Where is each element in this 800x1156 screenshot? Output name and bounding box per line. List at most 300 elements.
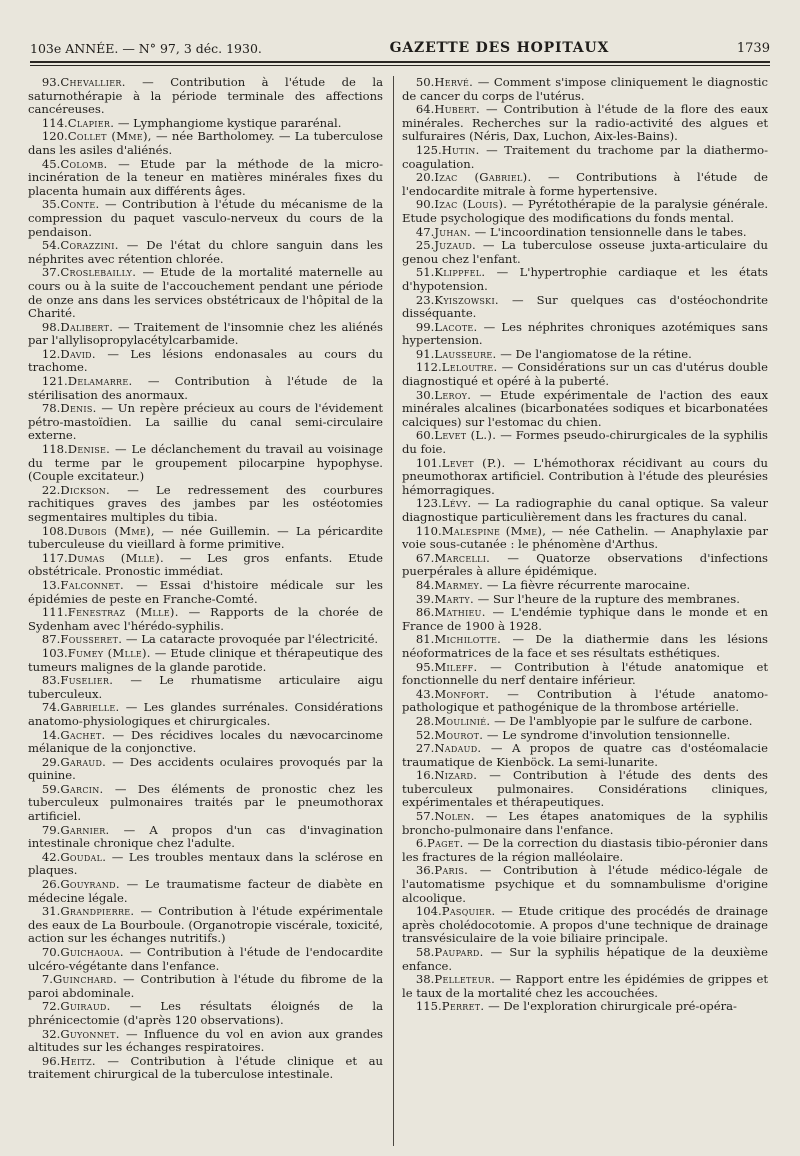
thesis-entry bbox=[402, 661, 768, 688]
entry-separator: — bbox=[495, 904, 519, 919]
thesis-entry bbox=[402, 497, 768, 524]
thesis-entry bbox=[28, 402, 383, 443]
author-name: Klippfel. bbox=[434, 265, 486, 280]
entry-number: 93. bbox=[41, 76, 61, 89]
thesis-title: Traitement du trachome par la diathermo-coagulation. bbox=[402, 142, 768, 171]
entry-separator: — bbox=[477, 319, 502, 334]
thesis-entry bbox=[402, 633, 768, 660]
author-name: Juzaud. bbox=[434, 238, 477, 253]
thesis-entry bbox=[402, 552, 768, 579]
author-name: Dubois (Mme), bbox=[67, 523, 155, 538]
entry-number: 86. bbox=[415, 605, 435, 620]
thesis-entry bbox=[28, 552, 383, 579]
author-name: Nadaud. bbox=[434, 741, 482, 756]
thesis-title: Les glandes surrénales. Considérations anatomo-physiologiques et chirurgicales. bbox=[28, 700, 383, 728]
thesis-entry bbox=[402, 144, 768, 171]
author-name: Paris. bbox=[434, 863, 469, 878]
thesis-entry bbox=[28, 606, 383, 633]
thesis-entry bbox=[28, 158, 383, 199]
entry-separator: — bbox=[132, 374, 175, 389]
entry-separator: — bbox=[151, 129, 172, 144]
entry-number: 64. bbox=[415, 102, 435, 117]
entry-separator: — bbox=[484, 999, 504, 1014]
author-name: Izac (Louis). bbox=[434, 197, 508, 212]
thesis-title: Etude critique des procédés de drainage après cholédocotomie. A propos d'une technique de drainage transvésiculaire de la voie biliaire principale. bbox=[402, 904, 768, 946]
thesis-entry bbox=[402, 742, 768, 769]
entry-number: 112. bbox=[415, 360, 442, 375]
author-name: Marcelli. bbox=[434, 550, 491, 565]
thesis-entry bbox=[28, 905, 383, 946]
entry-number: 51. bbox=[415, 265, 435, 280]
author-name: Kyiszowski. bbox=[434, 292, 499, 307]
thesis-title: Influence du vol en avion aux grandes altitudes sur les échanges respiratoires. bbox=[28, 1026, 383, 1055]
entry-separator: — bbox=[471, 387, 501, 402]
thesis-entry bbox=[402, 729, 768, 743]
thesis-entry bbox=[28, 851, 383, 878]
thesis-entry bbox=[402, 606, 768, 633]
entry-number: 83. bbox=[41, 673, 61, 688]
entry-number: 60. bbox=[415, 428, 435, 443]
entry-separator: — bbox=[119, 877, 146, 892]
author-name: Pelleteur. bbox=[434, 972, 496, 987]
entry-number: 72. bbox=[41, 999, 61, 1014]
entry-number: 23. bbox=[415, 292, 435, 307]
thesis-entry bbox=[28, 701, 383, 728]
author-name: Moulinié. bbox=[434, 713, 491, 728]
author-name: Denise. bbox=[67, 442, 111, 457]
thesis-entry bbox=[28, 783, 383, 824]
author-name: Leroy. bbox=[434, 387, 472, 402]
entry-separator: — bbox=[96, 401, 118, 416]
entry-separator: — bbox=[119, 700, 144, 715]
entry-number: 111. bbox=[41, 605, 68, 620]
entry-number: 47. bbox=[415, 224, 435, 239]
entry-number: 37. bbox=[41, 265, 61, 280]
thesis-title: née Cathelin. — Anaphylaxie par voie sous-cutanée : le phénomène d'Arthus. bbox=[402, 523, 768, 552]
author-name: Hervé. bbox=[434, 76, 474, 89]
thesis-entry bbox=[402, 837, 768, 864]
thesis-entry bbox=[402, 361, 768, 388]
thesis-entry bbox=[402, 226, 768, 240]
entry-separator: — bbox=[119, 1026, 144, 1041]
thesis-entry bbox=[28, 633, 383, 647]
thesis-title: Etude de la mortalité maternelle au cours ou à la suite de l'accouchement pendant une période de onze ans dans les services obstétricaux de l'hôpital de la Charité. bbox=[28, 265, 383, 321]
thesis-entry bbox=[402, 429, 768, 456]
entry-separator: — bbox=[485, 265, 520, 280]
thesis-title: Sur l'heure de la rupture des membranes. bbox=[492, 591, 740, 606]
thesis-entry bbox=[28, 647, 383, 674]
thesis-entry bbox=[402, 457, 768, 498]
entry-separator: — bbox=[99, 197, 123, 212]
author-name: Monfort. bbox=[434, 686, 490, 701]
entry-number: 22. bbox=[41, 482, 61, 497]
thesis-entry bbox=[28, 824, 383, 851]
thesis-title: Le rhumatisme articulaire aigu tuberculeux. bbox=[28, 673, 383, 701]
author-name: Dickson. bbox=[60, 482, 111, 497]
author-name: Perret. bbox=[441, 999, 485, 1014]
author-name: Nolen. bbox=[434, 809, 475, 824]
author-name: Paget. bbox=[426, 836, 464, 851]
author-name: Guichaoua. bbox=[60, 945, 124, 959]
thesis-title: La tuberculose osseuse juxta-articulaire du genou chez l'enfant. bbox=[402, 238, 768, 266]
thesis-title: De l'amblyopie par le sulfure de carbone. bbox=[509, 713, 753, 728]
entry-number: 91. bbox=[415, 346, 435, 361]
entry-separator: — bbox=[505, 455, 534, 470]
thesis-title: La radiographie du canal optique. Sa valeur diagnostique particulièrement dans les fractures du canal. bbox=[402, 496, 768, 524]
entry-separator: — bbox=[122, 632, 142, 647]
entry-separator: — bbox=[463, 836, 483, 851]
thesis-title: Les troubles mentaux dans la sclérose en plaques. bbox=[28, 849, 383, 878]
thesis-title: Contribution à l'étude du mécanisme de la compression du paquet vasculo-nerveux du cours de la pendaison. bbox=[28, 197, 383, 239]
thesis-title: née Bartholomey. — La tuberculose dans les asiles d'aliénés. bbox=[28, 129, 383, 157]
author-name: Clapier. bbox=[67, 115, 115, 130]
thesis-entry bbox=[28, 348, 383, 375]
entry-separator: — bbox=[481, 741, 512, 756]
entry-separator: — bbox=[501, 632, 536, 647]
thesis-title: L'hypertrophie cardiaque et les états d'hypotension. bbox=[402, 265, 768, 293]
thesis-title: Le traumatisme facteur de diabète en médecine légale. bbox=[28, 877, 383, 905]
thesis-title: née Guillemin. — La péricardite tuberculeuse du vieillard à forme primitive. bbox=[28, 523, 383, 552]
thesis-title: Quatorze observations d'infections puerpérales à allure épidémique. bbox=[402, 550, 768, 579]
thesis-title: Formes pseudo-chirurgicales de la syphilis du foie. bbox=[402, 428, 768, 457]
entry-separator: — bbox=[507, 197, 529, 212]
entry-number: 95. bbox=[415, 659, 435, 674]
left-column bbox=[28, 76, 383, 1151]
thesis-title: Contribution à l'étude des dents des tuberculeux pulmonaires. Considérations cliniques, expérimentales et thérapeutiques. bbox=[402, 768, 768, 810]
thesis-entry bbox=[28, 321, 383, 348]
entry-separator: — bbox=[109, 822, 150, 837]
thesis-title: Les étapes anatomiques de la syphilis broncho-pulmonaire dans l'enfance. bbox=[402, 809, 768, 837]
header-rule-thin bbox=[30, 65, 770, 66]
thesis-title: Contribution à l'étude médico-légale de l'automatisme psychique et du somnambulisme d'origine alcoolique. bbox=[402, 863, 768, 905]
thesis-title: L'hémothorax récidivant au cours du pneumothorax artificiel. Contribution à l'étude des pleurésies hémorragiques. bbox=[402, 455, 768, 497]
issue-info: 103e ANNÉE. — N° 97, 3 déc. 1930. bbox=[30, 41, 262, 56]
author-name: Guinchard. bbox=[52, 972, 118, 987]
thesis-title: Contributions à l'étude de l'endocardite mitrale à forme hypertensive. bbox=[402, 170, 768, 198]
thesis-title: Contribution à l'étude de l'endocardite ulcéro-végétante dans l'enfance. bbox=[28, 945, 383, 973]
entry-number: 79. bbox=[41, 822, 61, 837]
thesis-entry bbox=[402, 76, 768, 103]
entry-separator: — bbox=[489, 686, 537, 701]
entry-number: 13. bbox=[41, 577, 61, 592]
thesis-entry bbox=[28, 443, 383, 484]
thesis-title: Comment s'impose cliniquement le diagnostic de cancer du corps de l'utérus. bbox=[402, 76, 768, 103]
thesis-entry bbox=[402, 1000, 768, 1014]
thesis-entry bbox=[28, 946, 383, 973]
thesis-entry bbox=[402, 864, 768, 905]
thesis-title: Contribution à l'étude clinique et au traitement chirurgical de la tuberculose intestinale. bbox=[28, 1053, 383, 1082]
author-name: Malespine (Mme), bbox=[441, 523, 547, 538]
thesis-entry bbox=[402, 103, 768, 144]
entry-separator: — bbox=[110, 482, 156, 497]
author-name: Lausseure. bbox=[434, 346, 497, 361]
thesis-title: Rapports de la chorée de Sydenham avec l'hérédo-syphilis. bbox=[28, 605, 383, 633]
thesis-title: La cataracte provoquée par l'électricité. bbox=[141, 632, 379, 647]
thesis-entry bbox=[402, 810, 768, 837]
thesis-entry bbox=[402, 593, 768, 607]
entry-number: 81. bbox=[415, 632, 435, 647]
thesis-title: Des récidives locales du nævocarcinome mélanique de la conjonctive. bbox=[28, 727, 383, 756]
entry-number: 20. bbox=[415, 170, 435, 185]
page-header bbox=[30, 30, 770, 56]
thesis-entry bbox=[402, 688, 768, 715]
thesis-title: Contribution à l'étude de la flore des eaux minérales. Recherches sur la radio-activité des algues et sulfuraires (Néris, Dax, Luchon, Aix-les-Bains). bbox=[402, 102, 768, 144]
thesis-title: Sur quelques cas d'ostéochondrite disséquante. bbox=[402, 292, 768, 321]
author-name: Hutin. bbox=[441, 142, 480, 157]
thesis-entry bbox=[402, 294, 768, 321]
entry-number: 43. bbox=[415, 686, 435, 701]
thesis-title: Des accidents oculaires provoqués par la quinine. bbox=[28, 754, 383, 783]
author-name: Guyonnet. bbox=[60, 1026, 120, 1041]
author-name: Gabrielle. bbox=[60, 700, 120, 715]
thesis-title: De la diathermie dans les lésions néoformatrices de la face et ses résultats esthétiques. bbox=[402, 632, 768, 660]
thesis-title: Etude clinique et thérapeutique des tumeurs malignes de la glande parotide. bbox=[28, 645, 383, 674]
author-name: Goudal. bbox=[60, 849, 107, 864]
entry-separator: — bbox=[150, 645, 171, 660]
author-name: Falconnet. bbox=[60, 577, 125, 592]
entry-number: 54. bbox=[41, 238, 61, 253]
thesis-entry bbox=[28, 375, 383, 402]
entry-separator: — bbox=[483, 945, 510, 959]
page-number: 1739 bbox=[736, 41, 770, 56]
author-name: Heitz. bbox=[60, 1053, 96, 1068]
entry-number: 16. bbox=[415, 768, 435, 783]
author-name: Levet (P.). bbox=[441, 455, 506, 470]
entry-number: 125. bbox=[415, 142, 442, 157]
author-name: Fousseret. bbox=[60, 632, 123, 647]
entry-number: 31. bbox=[41, 904, 61, 919]
entry-separator: — bbox=[117, 972, 141, 987]
thesis-entry bbox=[28, 130, 383, 157]
entry-number: 29. bbox=[41, 754, 61, 769]
entry-separator: — bbox=[473, 76, 494, 89]
author-name: Michilotte. bbox=[434, 632, 502, 647]
author-name: Marmey. bbox=[434, 577, 484, 592]
entry-separator: — bbox=[490, 550, 537, 565]
thesis-entry bbox=[28, 973, 383, 1000]
entry-separator: — bbox=[477, 768, 513, 783]
thesis-entry bbox=[28, 525, 383, 552]
entry-number: 50. bbox=[415, 76, 435, 89]
entry-separator: — bbox=[95, 1053, 131, 1068]
thesis-entry bbox=[402, 946, 768, 973]
entry-separator: — bbox=[110, 999, 161, 1014]
entry-number: 108. bbox=[41, 523, 68, 538]
entry-number: 110. bbox=[415, 523, 442, 538]
thesis-entry bbox=[402, 239, 768, 266]
thesis-title: Rapport entre les épidémies de grippes et le taux de la mortalité chez les accouchées. bbox=[402, 972, 768, 1000]
entry-number: 67. bbox=[415, 550, 435, 565]
entry-separator: — bbox=[471, 224, 490, 239]
thesis-entry bbox=[28, 1055, 383, 1082]
entry-separator: — bbox=[483, 577, 503, 592]
column-divider bbox=[393, 76, 394, 1146]
entry-separator: — bbox=[476, 238, 502, 253]
entry-number: 38. bbox=[415, 972, 435, 987]
entry-separator: — bbox=[95, 346, 131, 361]
thesis-entry bbox=[402, 525, 768, 552]
entry-separator: — bbox=[498, 292, 537, 307]
author-name: Juhan. bbox=[434, 224, 471, 239]
entry-number: 52. bbox=[415, 727, 435, 742]
thesis-entry bbox=[28, 117, 383, 131]
thesis-entry bbox=[28, 1028, 383, 1055]
entry-number: 78. bbox=[41, 401, 61, 416]
entry-number: 58. bbox=[415, 945, 435, 959]
thesis-title: Etude par la méthode de la micro-incinération de la teneur en matières minérales fixes du placenta humain aux différents âges. bbox=[28, 156, 383, 198]
entry-number: 27. bbox=[415, 741, 435, 756]
thesis-entry bbox=[402, 905, 768, 946]
thesis-title: Les résultats éloignés de la phrénicectomie (d'après 120 observations). bbox=[28, 999, 383, 1027]
thesis-title: Contribution à l'étude de la stérilisation des anormaux. bbox=[28, 374, 383, 402]
entry-separator: — bbox=[105, 727, 132, 742]
entry-separator: — bbox=[113, 673, 160, 688]
author-name: Dalibert. bbox=[60, 319, 114, 334]
thesis-entry bbox=[28, 674, 383, 701]
entry-number: 99. bbox=[415, 319, 435, 334]
thesis-title: Le syndrome d'involution tensionnelle. bbox=[502, 727, 731, 742]
entry-number: 117. bbox=[41, 550, 68, 565]
thesis-title: De l'exploration chirurgicale pré-opéra- bbox=[503, 999, 737, 1014]
thesis-entry bbox=[402, 198, 768, 225]
entry-separator: — bbox=[479, 142, 505, 157]
entry-number: 114. bbox=[41, 115, 68, 130]
entry-separator: — bbox=[490, 713, 510, 728]
thesis-title: Un repère précieux au cours de l'évidement pétro-mastoïdien. La saillie du canal semi-circulaire externe. bbox=[28, 401, 383, 443]
entry-separator: — bbox=[483, 727, 503, 742]
thesis-entry bbox=[28, 198, 383, 239]
thesis-title: Pyrétothérapie de la paralysie générale. Etude psychologique des modifications du fonds mental. bbox=[402, 197, 768, 225]
entry-number: 42. bbox=[41, 849, 61, 864]
entry-separator: — bbox=[496, 428, 516, 443]
entry-number: 7. bbox=[41, 972, 53, 987]
entry-number: 90. bbox=[415, 197, 435, 212]
entry-number: 96. bbox=[41, 1053, 61, 1068]
author-name: Garaud. bbox=[60, 754, 107, 769]
entry-number: 84. bbox=[415, 577, 435, 592]
entry-number: 36. bbox=[415, 863, 435, 878]
entry-number: 28. bbox=[415, 713, 435, 728]
entry-separator: — bbox=[546, 523, 569, 538]
author-name: Collet (Mme), bbox=[67, 129, 152, 144]
thesis-entry bbox=[402, 389, 768, 430]
thesis-title: De l'état du chlore sanguin dans les néphrites avec rétention chlorée. bbox=[28, 238, 383, 266]
entry-separator: — bbox=[103, 781, 138, 796]
thesis-title: Les gros enfants. Etude obstétricale. Pronostic immédiat. bbox=[28, 550, 383, 579]
thesis-title: Contribution à l'étude expérimentale des eaux de La Bourboule. (Organotropie viscérale, toxicité, action sur les échanges nutritifs.) bbox=[28, 904, 383, 946]
entry-number: 35. bbox=[41, 197, 61, 212]
thesis-entry bbox=[28, 239, 383, 266]
thesis-entry bbox=[402, 348, 768, 362]
author-name: Denis. bbox=[60, 401, 97, 416]
entry-number: 30. bbox=[415, 387, 435, 402]
author-name: Nizard. bbox=[434, 768, 478, 783]
entry-number: 25. bbox=[415, 238, 435, 253]
author-name: Guiraud. bbox=[60, 999, 111, 1014]
thesis-title: Contribution à l'étude anatomique et fonctionnelle du nerf dentaire inférieur. bbox=[402, 659, 768, 688]
author-name: Garcin. bbox=[60, 781, 104, 796]
author-name: Garnier. bbox=[60, 822, 110, 837]
entry-number: 59. bbox=[41, 781, 61, 796]
entry-separator: — bbox=[163, 550, 208, 565]
entry-number: 98. bbox=[41, 319, 61, 334]
entry-number: 103. bbox=[41, 645, 68, 660]
entry-separator: — bbox=[107, 156, 141, 171]
thesis-entry bbox=[28, 579, 383, 606]
entry-number: 104. bbox=[415, 904, 442, 919]
author-name: Fuselier. bbox=[60, 673, 114, 688]
author-name: Izac (Gabriel). bbox=[434, 170, 532, 185]
thesis-entry bbox=[28, 878, 383, 905]
entry-separator: — bbox=[110, 442, 132, 457]
entry-number: 32. bbox=[41, 1026, 61, 1041]
entry-separator: — bbox=[531, 170, 577, 185]
journal-title: GAZETTE DES HOPITAUX bbox=[389, 40, 610, 56]
author-name: Lévy. bbox=[441, 496, 472, 511]
author-name: Fumey (Mlle). bbox=[67, 645, 151, 660]
thesis-entry bbox=[402, 321, 768, 348]
thesis-title: Contribution à l'étude anatomo-pathologique et pathogénique de la thrombose artérielle. bbox=[402, 686, 768, 715]
author-name: Mathieu. bbox=[434, 605, 486, 620]
author-name: Levet (L.). bbox=[434, 428, 497, 443]
thesis-entry bbox=[28, 756, 383, 783]
author-name: Corazzini. bbox=[60, 238, 119, 253]
author-name: Leloutre. bbox=[441, 360, 498, 375]
entry-separator: — bbox=[474, 591, 493, 606]
thesis-title: Contribution à l'étude du fibrome de la paroi abdominale. bbox=[28, 972, 383, 1000]
entry-number: 26. bbox=[41, 877, 61, 892]
entry-separator: — bbox=[495, 972, 516, 987]
thesis-title: Des éléments de pronostic chez les tuberculeux pulmonaires traités par le pneumothorax artificiel. bbox=[28, 781, 383, 824]
entry-number: 12. bbox=[41, 346, 61, 361]
thesis-title: Sur la syphilis hépatique de la deuxième enfance. bbox=[402, 945, 768, 973]
entry-separator: — bbox=[178, 605, 211, 620]
author-name: Gouyrand. bbox=[60, 877, 120, 892]
author-name: Mourot. bbox=[434, 727, 484, 742]
thesis-entry bbox=[402, 973, 768, 1000]
right-column bbox=[402, 76, 768, 1151]
thesis-entry bbox=[402, 769, 768, 810]
entry-separator: — bbox=[477, 659, 515, 674]
entry-separator: — bbox=[114, 115, 134, 130]
entry-number: 39. bbox=[415, 591, 435, 606]
thesis-entry bbox=[402, 715, 768, 729]
thesis-title: Contribution à l'étude de la saturnothérapie à la période terminale des affections cancéreuses. bbox=[28, 76, 383, 117]
thesis-entry bbox=[28, 729, 383, 756]
thesis-entry bbox=[28, 76, 383, 117]
entry-number: 14. bbox=[41, 727, 61, 742]
entry-number: 123. bbox=[415, 496, 442, 511]
author-name: David. bbox=[60, 346, 96, 361]
entry-separator: — bbox=[496, 346, 516, 361]
entry-number: 87. bbox=[41, 632, 61, 647]
entry-separator: — bbox=[134, 904, 159, 919]
author-name: Pasquier. bbox=[441, 904, 496, 919]
thesis-title: A propos d'un cas d'invagination intestinale chronique chez l'adulte. bbox=[28, 822, 383, 851]
thesis-entry bbox=[28, 266, 383, 320]
thesis-title: De la correction du diastasis tibio-péronier dans les fractures de la région malléolaire. bbox=[402, 836, 768, 864]
entry-number: 70. bbox=[41, 945, 61, 959]
entry-number: 118. bbox=[41, 442, 68, 457]
entry-separator: — bbox=[136, 265, 161, 280]
entry-number: 115. bbox=[415, 999, 442, 1014]
thesis-title: L'incoordination tensionnelle dans le tabes. bbox=[489, 224, 747, 239]
entry-separator: — bbox=[471, 496, 496, 511]
thesis-title: De l'angiomatose de la rétine. bbox=[515, 346, 692, 361]
thesis-entry bbox=[402, 171, 768, 198]
author-name: Dumas (Mlle). bbox=[67, 550, 164, 565]
entry-separator: — bbox=[479, 102, 504, 117]
